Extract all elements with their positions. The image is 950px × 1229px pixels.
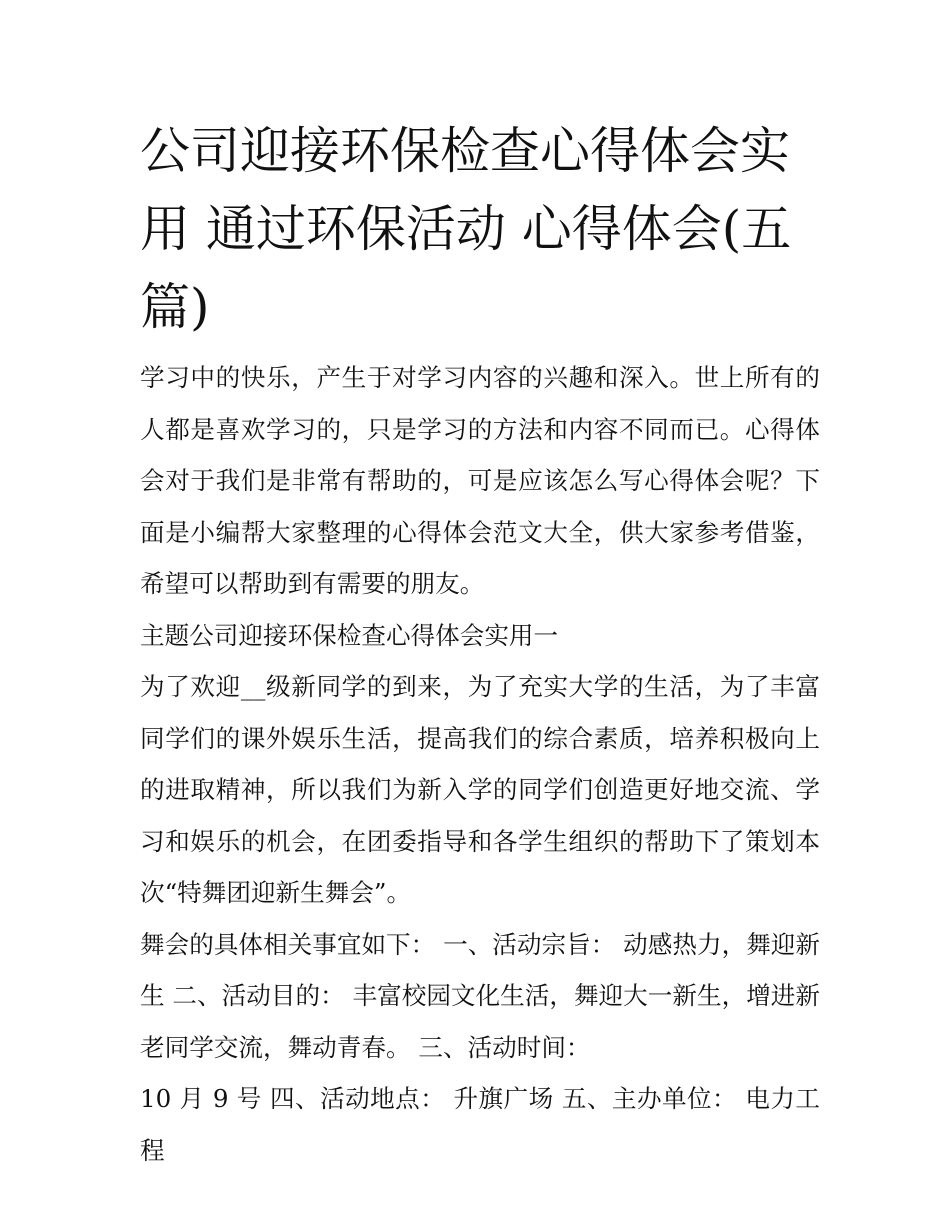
intro-paragraph: 学习中的快乐，产生于对学习内容的兴趣和深入。世上所有的人都是喜欢学习的，只是学习的方法和内容不同而已。心得体会对于我们是非常有帮助的，可是应该怎么写心得体会呢？下面是小编帮大家整理的心得体会范文大全，供大家参考借鉴，希望可以帮助到有需要的朋友。: [140, 363, 820, 598]
body-paragraph: 为了欢迎__级新同学的到来，为了充实大学的生活，为了丰富同学们的课外娱乐生活，提高我们的综合素质，培养积极向上的进取精神，所以我们为新入学的同学们创造更好地交流、学习和娱乐的机会，在团委指导和各学生组织的帮助下了策划本次“特舞团迎新生舞会”。: [140, 672, 820, 907]
section-heading: 主题公司迎接环保检查心得体会实用一: [140, 620, 559, 650]
document-title: 公司迎接环保检查心得体会实用 通过环保活动 心得体会(五篇): [140, 122, 792, 336]
body-paragraph: 舞会的具体相关事宜如下： 一、活动宗旨： 动感热力，舞迎新生 二、活动目的： 丰富校园文化生活，舞迎大一新生，增进新老同学交流，舞动青春。 三、活动时间：: [140, 929, 820, 1062]
document-body: [140, 352, 820, 1176]
body-paragraph: 10 月 9 号 四、活动地点： 升旗广场 五、主办单位： 电力工程: [140, 1084, 820, 1165]
